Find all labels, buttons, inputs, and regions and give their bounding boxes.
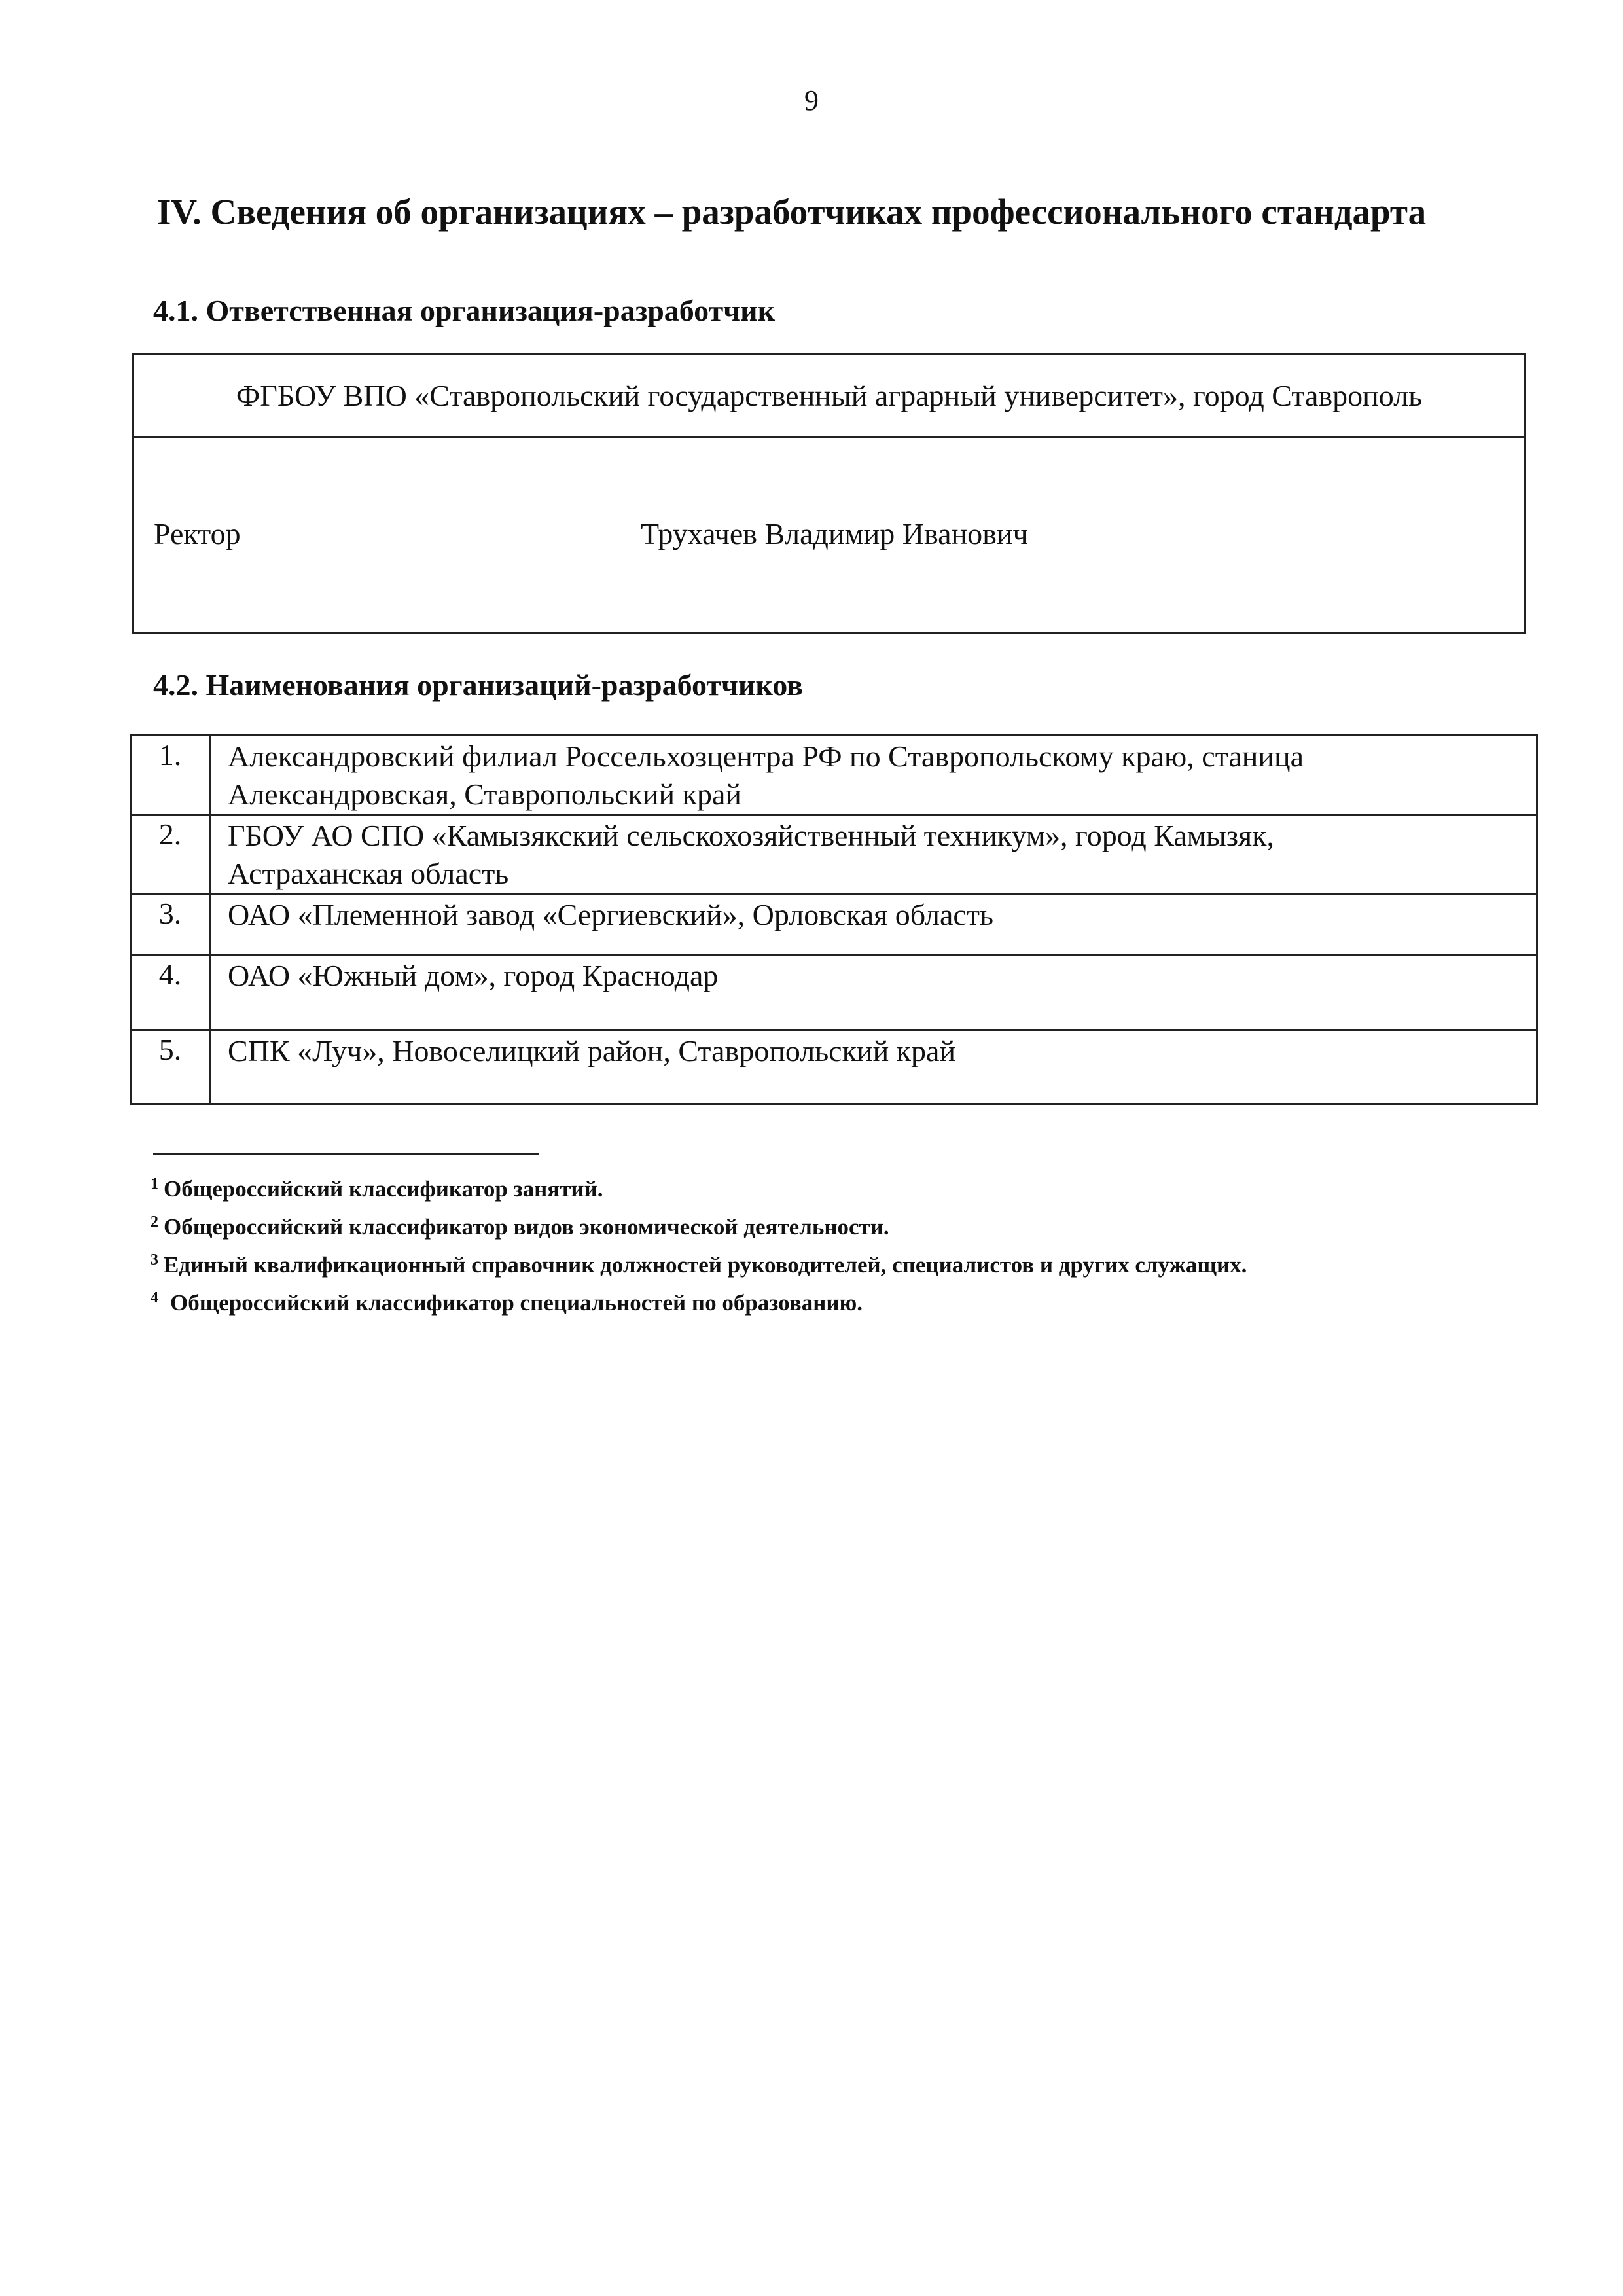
- footnote: [151, 1282, 1247, 1319]
- footnote-text: Общероссийский классификатор занятий.: [164, 1176, 603, 1202]
- org-name-line: ОАО «Племенной завод «Сергиевский», Орловская область: [228, 898, 993, 931]
- responsible-org-name: ФГБОУ ВПО «Ставропольский государственный аграрный университет», город Ставрополь: [134, 355, 1524, 438]
- org-name-line: Александровский филиал Россельхозцентра РФ по Ставропольскому краю, станица: [228, 740, 1304, 773]
- table-row: [131, 1030, 1537, 1104]
- table-row: [131, 815, 1537, 894]
- org-name-cell: [210, 894, 1537, 955]
- footnote-mark: 3: [151, 1251, 158, 1268]
- row-number: 4.: [131, 955, 210, 1030]
- table-row: [131, 736, 1537, 815]
- org-name-cell: [210, 955, 1537, 1030]
- responsible-person-name: Трухачев Владимир Иванович: [641, 517, 1028, 550]
- footnote: [151, 1206, 1247, 1244]
- responsible-org-box: [132, 353, 1526, 634]
- org-name-cell: [210, 1030, 1537, 1104]
- footnote-divider: [153, 1153, 539, 1155]
- developers-table: [130, 734, 1538, 1105]
- section-title: IV. Сведения об организациях – разработчиках профессионального стандарта: [157, 192, 1427, 232]
- table-row: [131, 894, 1537, 955]
- org-name-cell: [210, 736, 1537, 815]
- page-number: 9: [804, 84, 819, 117]
- table-row: [131, 955, 1537, 1030]
- footnote-text: Общероссийский классификатор видов экономической деятельности.: [164, 1214, 889, 1240]
- footnote-mark: 2: [151, 1213, 158, 1230]
- footnotes: [151, 1168, 1247, 1319]
- row-number: 1.: [131, 736, 210, 815]
- footnote-text: Общероссийский классификатор специальностей по образованию.: [170, 1290, 863, 1316]
- footnote-text: Единый квалификационный справочник должностей руководителей, специалистов и других служащих.: [164, 1252, 1247, 1278]
- org-name-line: Астраханская область: [228, 857, 509, 890]
- row-number: 2.: [131, 815, 210, 894]
- org-name-line: Александровская, Ставропольский край: [228, 778, 742, 811]
- footnote-mark: 4: [151, 1289, 158, 1306]
- row-number: 5.: [131, 1030, 210, 1104]
- row-number: 3.: [131, 894, 210, 955]
- responsible-org-heading: 4.1. Ответственная организация-разработчик: [153, 294, 776, 327]
- responsible-position: Ректор: [154, 517, 241, 550]
- org-name-line: ОАО «Южный дом», город Краснодар: [228, 959, 719, 992]
- footnote: [151, 1244, 1247, 1282]
- footnote-mark: 1: [151, 1175, 158, 1193]
- org-name-line: СПК «Луч», Новоселицкий район, Ставропольский край: [228, 1034, 956, 1067]
- org-name-line: ГБОУ АО СПО «Камызякский сельскохозяйственный техникум», город Камызяк,: [228, 819, 1274, 852]
- footnote: [151, 1168, 1247, 1206]
- org-name-cell: [210, 815, 1537, 894]
- developers-heading: 4.2. Наименования организаций-разработчиков: [153, 668, 803, 702]
